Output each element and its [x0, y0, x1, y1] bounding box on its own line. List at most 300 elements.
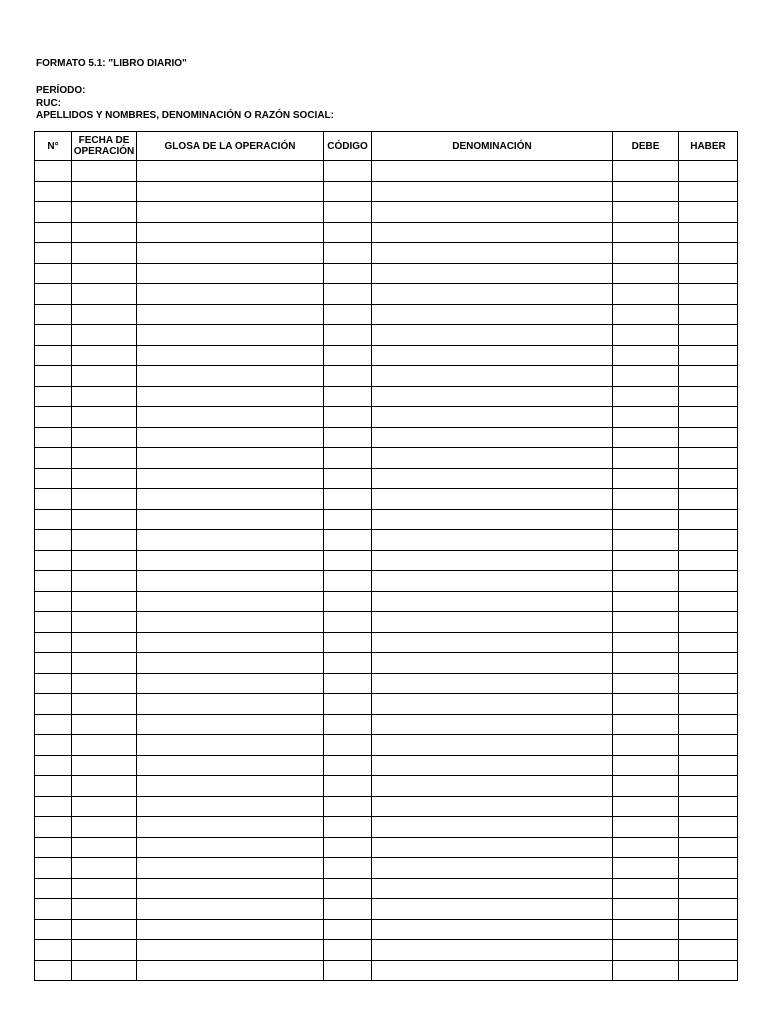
cell-debe — [613, 673, 679, 694]
cell-haber — [679, 960, 738, 981]
cell-debe — [613, 837, 679, 858]
table-row — [35, 591, 738, 612]
cell-numero — [35, 468, 72, 489]
cell-glosa — [137, 304, 324, 325]
cell-denominacion — [372, 530, 613, 551]
cell-numero — [35, 817, 72, 838]
cell-fecha — [72, 407, 137, 428]
cell-debe — [613, 448, 679, 469]
cell-fecha — [72, 673, 137, 694]
cell-debe — [613, 366, 679, 387]
cell-denominacion — [372, 448, 613, 469]
cell-glosa — [137, 796, 324, 817]
cell-codigo — [324, 612, 372, 633]
cell-codigo — [324, 919, 372, 940]
cell-numero — [35, 878, 72, 899]
cell-codigo — [324, 550, 372, 571]
cell-glosa — [137, 181, 324, 202]
cell-glosa — [137, 222, 324, 243]
table-row — [35, 407, 738, 428]
table-row — [35, 386, 738, 407]
cell-fecha — [72, 448, 137, 469]
cell-glosa — [137, 714, 324, 735]
cell-numero — [35, 673, 72, 694]
table-row — [35, 161, 738, 182]
cell-debe — [613, 591, 679, 612]
cell-haber — [679, 837, 738, 858]
table-row — [35, 632, 738, 653]
cell-debe — [613, 653, 679, 674]
cell-fecha — [72, 735, 137, 756]
cell-codigo — [324, 673, 372, 694]
cell-fecha — [72, 940, 137, 961]
cell-denominacion — [372, 755, 613, 776]
razon-social-label: APELLIDOS Y NOMBRES, DENOMINACIÓN O RAZÓN SOCIAL: — [36, 110, 334, 121]
cell-codigo — [324, 653, 372, 674]
cell-numero — [35, 735, 72, 756]
cell-glosa — [137, 960, 324, 981]
cell-debe — [613, 386, 679, 407]
cell-denominacion — [372, 694, 613, 715]
cell-fecha — [72, 284, 137, 305]
cell-denominacion — [372, 940, 613, 961]
cell-glosa — [137, 243, 324, 264]
cell-fecha — [72, 366, 137, 387]
cell-debe — [613, 222, 679, 243]
col-header-denominacion: DENOMINACIÓN — [372, 132, 613, 161]
cell-fecha — [72, 591, 137, 612]
cell-numero — [35, 632, 72, 653]
cell-haber — [679, 202, 738, 223]
cell-haber — [679, 284, 738, 305]
cell-codigo — [324, 304, 372, 325]
cell-numero — [35, 714, 72, 735]
cell-glosa — [137, 735, 324, 756]
cell-fecha — [72, 960, 137, 981]
cell-debe — [613, 345, 679, 366]
cell-codigo — [324, 161, 372, 182]
cell-numero — [35, 222, 72, 243]
cell-denominacion — [372, 632, 613, 653]
cell-glosa — [137, 325, 324, 346]
cell-glosa — [137, 653, 324, 674]
cell-haber — [679, 673, 738, 694]
cell-haber — [679, 345, 738, 366]
cell-codigo — [324, 366, 372, 387]
cell-haber — [679, 181, 738, 202]
cell-numero — [35, 612, 72, 633]
cell-glosa — [137, 468, 324, 489]
cell-denominacion — [372, 776, 613, 797]
cell-debe — [613, 427, 679, 448]
cell-numero — [35, 571, 72, 592]
cell-fecha — [72, 653, 137, 674]
cell-glosa — [137, 427, 324, 448]
cell-haber — [679, 899, 738, 920]
cell-haber — [679, 468, 738, 489]
cell-debe — [613, 960, 679, 981]
cell-fecha — [72, 755, 137, 776]
cell-codigo — [324, 509, 372, 530]
cell-debe — [613, 243, 679, 264]
table-row — [35, 817, 738, 838]
table-row — [35, 858, 738, 879]
cell-numero — [35, 407, 72, 428]
cell-numero — [35, 858, 72, 879]
cell-codigo — [324, 530, 372, 551]
cell-fecha — [72, 489, 137, 510]
cell-denominacion — [372, 858, 613, 879]
col-header-haber: HABER — [679, 132, 738, 161]
table-row — [35, 755, 738, 776]
cell-debe — [613, 509, 679, 530]
cell-denominacion — [372, 919, 613, 940]
cell-codigo — [324, 837, 372, 858]
cell-denominacion — [372, 284, 613, 305]
table-row — [35, 940, 738, 961]
cell-codigo — [324, 243, 372, 264]
cell-debe — [613, 919, 679, 940]
cell-numero — [35, 919, 72, 940]
cell-codigo — [324, 468, 372, 489]
table-row — [35, 960, 738, 981]
cell-codigo — [324, 714, 372, 735]
cell-glosa — [137, 632, 324, 653]
cell-haber — [679, 386, 738, 407]
cell-denominacion — [372, 345, 613, 366]
table-row — [35, 243, 738, 264]
cell-codigo — [324, 591, 372, 612]
cell-debe — [613, 817, 679, 838]
table-row — [35, 222, 738, 243]
cell-denominacion — [372, 427, 613, 448]
table-header-row — [35, 132, 738, 161]
table-row — [35, 509, 738, 530]
cell-denominacion — [372, 612, 613, 633]
cell-codigo — [324, 407, 372, 428]
cell-numero — [35, 181, 72, 202]
cell-numero — [35, 263, 72, 284]
cell-denominacion — [372, 489, 613, 510]
cell-numero — [35, 304, 72, 325]
table-row — [35, 325, 738, 346]
cell-fecha — [72, 509, 137, 530]
cell-denominacion — [372, 366, 613, 387]
cell-haber — [679, 817, 738, 838]
cell-haber — [679, 735, 738, 756]
cell-codigo — [324, 448, 372, 469]
cell-glosa — [137, 407, 324, 428]
cell-debe — [613, 263, 679, 284]
cell-glosa — [137, 530, 324, 551]
cell-numero — [35, 899, 72, 920]
cell-debe — [613, 796, 679, 817]
cell-debe — [613, 161, 679, 182]
cell-fecha — [72, 530, 137, 551]
table-row — [35, 468, 738, 489]
cell-haber — [679, 940, 738, 961]
cell-codigo — [324, 694, 372, 715]
cell-fecha — [72, 202, 137, 223]
cell-debe — [613, 694, 679, 715]
cell-denominacion — [372, 202, 613, 223]
cell-debe — [613, 550, 679, 571]
cell-numero — [35, 489, 72, 510]
cell-denominacion — [372, 591, 613, 612]
table-row — [35, 796, 738, 817]
cell-fecha — [72, 919, 137, 940]
cell-haber — [679, 755, 738, 776]
cell-numero — [35, 325, 72, 346]
table-row — [35, 345, 738, 366]
cell-denominacion — [372, 304, 613, 325]
cell-debe — [613, 181, 679, 202]
cell-haber — [679, 161, 738, 182]
cell-fecha — [72, 427, 137, 448]
cell-numero — [35, 366, 72, 387]
cell-haber — [679, 612, 738, 633]
cell-codigo — [324, 571, 372, 592]
cell-numero — [35, 796, 72, 817]
cell-codigo — [324, 325, 372, 346]
cell-haber — [679, 776, 738, 797]
cell-haber — [679, 653, 738, 674]
cell-glosa — [137, 550, 324, 571]
cell-denominacion — [372, 161, 613, 182]
cell-glosa — [137, 345, 324, 366]
cell-glosa — [137, 899, 324, 920]
table-row — [35, 550, 738, 571]
cell-fecha — [72, 694, 137, 715]
col-header-numero: N° — [35, 132, 72, 161]
cell-codigo — [324, 735, 372, 756]
cell-denominacion — [372, 468, 613, 489]
cell-numero — [35, 448, 72, 469]
cell-codigo — [324, 960, 372, 981]
cell-denominacion — [372, 837, 613, 858]
table-row — [35, 304, 738, 325]
cell-debe — [613, 940, 679, 961]
cell-codigo — [324, 263, 372, 284]
cell-glosa — [137, 263, 324, 284]
cell-debe — [613, 407, 679, 428]
cell-denominacion — [372, 325, 613, 346]
cell-fecha — [72, 796, 137, 817]
cell-fecha — [72, 714, 137, 735]
table-body — [35, 161, 738, 981]
cell-haber — [679, 632, 738, 653]
cell-numero — [35, 202, 72, 223]
cell-fecha — [72, 878, 137, 899]
cell-denominacion — [372, 796, 613, 817]
ruc-label: RUC: — [36, 97, 61, 109]
cell-debe — [613, 530, 679, 551]
cell-haber — [679, 243, 738, 264]
cell-numero — [35, 960, 72, 981]
cell-haber — [679, 427, 738, 448]
cell-codigo — [324, 940, 372, 961]
table-row — [35, 919, 738, 940]
cell-haber — [679, 878, 738, 899]
cell-numero — [35, 243, 72, 264]
cell-debe — [613, 755, 679, 776]
cell-denominacion — [372, 653, 613, 674]
cell-denominacion — [372, 673, 613, 694]
cell-debe — [613, 878, 679, 899]
cell-glosa — [137, 858, 324, 879]
periodo-label: PERÍODO: — [36, 85, 86, 96]
cell-glosa — [137, 161, 324, 182]
cell-codigo — [324, 817, 372, 838]
cell-numero — [35, 940, 72, 961]
cell-debe — [613, 571, 679, 592]
cell-debe — [613, 325, 679, 346]
cell-denominacion — [372, 550, 613, 571]
cell-denominacion — [372, 714, 613, 735]
cell-glosa — [137, 919, 324, 940]
cell-haber — [679, 571, 738, 592]
cell-debe — [613, 858, 679, 879]
cell-denominacion — [372, 960, 613, 981]
table-row — [35, 878, 738, 899]
cell-glosa — [137, 591, 324, 612]
cell-fecha — [72, 776, 137, 797]
cell-fecha — [72, 468, 137, 489]
cell-haber — [679, 550, 738, 571]
cell-haber — [679, 530, 738, 551]
cell-codigo — [324, 858, 372, 879]
cell-numero — [35, 161, 72, 182]
cell-numero — [35, 284, 72, 305]
cell-denominacion — [372, 222, 613, 243]
cell-debe — [613, 899, 679, 920]
cell-haber — [679, 591, 738, 612]
cell-glosa — [137, 489, 324, 510]
cell-denominacion — [372, 263, 613, 284]
cell-haber — [679, 222, 738, 243]
table-row — [35, 571, 738, 592]
cell-fecha — [72, 817, 137, 838]
table-row — [35, 673, 738, 694]
cell-haber — [679, 858, 738, 879]
cell-fecha — [72, 612, 137, 633]
cell-glosa — [137, 940, 324, 961]
cell-codigo — [324, 427, 372, 448]
cell-numero — [35, 550, 72, 571]
cell-numero — [35, 694, 72, 715]
cell-fecha — [72, 325, 137, 346]
cell-fecha — [72, 632, 137, 653]
cell-codigo — [324, 878, 372, 899]
col-header-fecha-line2: OPERACIÓN — [73, 146, 135, 157]
table-row — [35, 714, 738, 735]
header-fields — [36, 85, 334, 123]
cell-fecha — [72, 550, 137, 571]
cell-denominacion — [372, 878, 613, 899]
cell-fecha — [72, 263, 137, 284]
cell-haber — [679, 304, 738, 325]
table-row — [35, 366, 738, 387]
cell-debe — [613, 714, 679, 735]
cell-codigo — [324, 386, 372, 407]
table-row — [35, 284, 738, 305]
cell-haber — [679, 448, 738, 469]
cell-fecha — [72, 837, 137, 858]
cell-codigo — [324, 202, 372, 223]
cell-denominacion — [372, 571, 613, 592]
cell-glosa — [137, 612, 324, 633]
cell-fecha — [72, 858, 137, 879]
table-row — [35, 735, 738, 756]
cell-haber — [679, 796, 738, 817]
cell-fecha — [72, 386, 137, 407]
col-header-debe: DEBE — [613, 132, 679, 161]
cell-denominacion — [372, 386, 613, 407]
cell-numero — [35, 427, 72, 448]
cell-codigo — [324, 345, 372, 366]
cell-numero — [35, 386, 72, 407]
table-row — [35, 448, 738, 469]
cell-numero — [35, 653, 72, 674]
cell-codigo — [324, 632, 372, 653]
cell-debe — [613, 304, 679, 325]
cell-haber — [679, 263, 738, 284]
cell-haber — [679, 919, 738, 940]
cell-debe — [613, 489, 679, 510]
cell-denominacion — [372, 181, 613, 202]
table-row — [35, 612, 738, 633]
cell-glosa — [137, 878, 324, 899]
cell-fecha — [72, 571, 137, 592]
table-row — [35, 837, 738, 858]
cell-debe — [613, 632, 679, 653]
table-row — [35, 489, 738, 510]
cell-numero — [35, 530, 72, 551]
cell-denominacion — [372, 899, 613, 920]
table-row — [35, 776, 738, 797]
cell-denominacion — [372, 509, 613, 530]
cell-glosa — [137, 284, 324, 305]
cell-codigo — [324, 181, 372, 202]
cell-numero — [35, 755, 72, 776]
cell-fecha — [72, 345, 137, 366]
document-title: FORMATO 5.1: "LIBRO DIARIO" — [36, 58, 187, 69]
cell-debe — [613, 284, 679, 305]
cell-haber — [679, 489, 738, 510]
cell-numero — [35, 509, 72, 530]
cell-numero — [35, 345, 72, 366]
cell-glosa — [137, 817, 324, 838]
cell-codigo — [324, 222, 372, 243]
cell-debe — [613, 776, 679, 797]
cell-glosa — [137, 755, 324, 776]
table-row — [35, 263, 738, 284]
cell-glosa — [137, 366, 324, 387]
cell-fecha — [72, 899, 137, 920]
cell-debe — [613, 735, 679, 756]
cell-haber — [679, 714, 738, 735]
libro-diario-table — [34, 131, 738, 981]
cell-haber — [679, 325, 738, 346]
cell-denominacion — [372, 817, 613, 838]
cell-glosa — [137, 673, 324, 694]
cell-codigo — [324, 776, 372, 797]
col-header-glosa: GLOSA DE LA OPERACIÓN — [137, 132, 324, 161]
cell-codigo — [324, 899, 372, 920]
cell-codigo — [324, 755, 372, 776]
table-row — [35, 694, 738, 715]
cell-haber — [679, 366, 738, 387]
